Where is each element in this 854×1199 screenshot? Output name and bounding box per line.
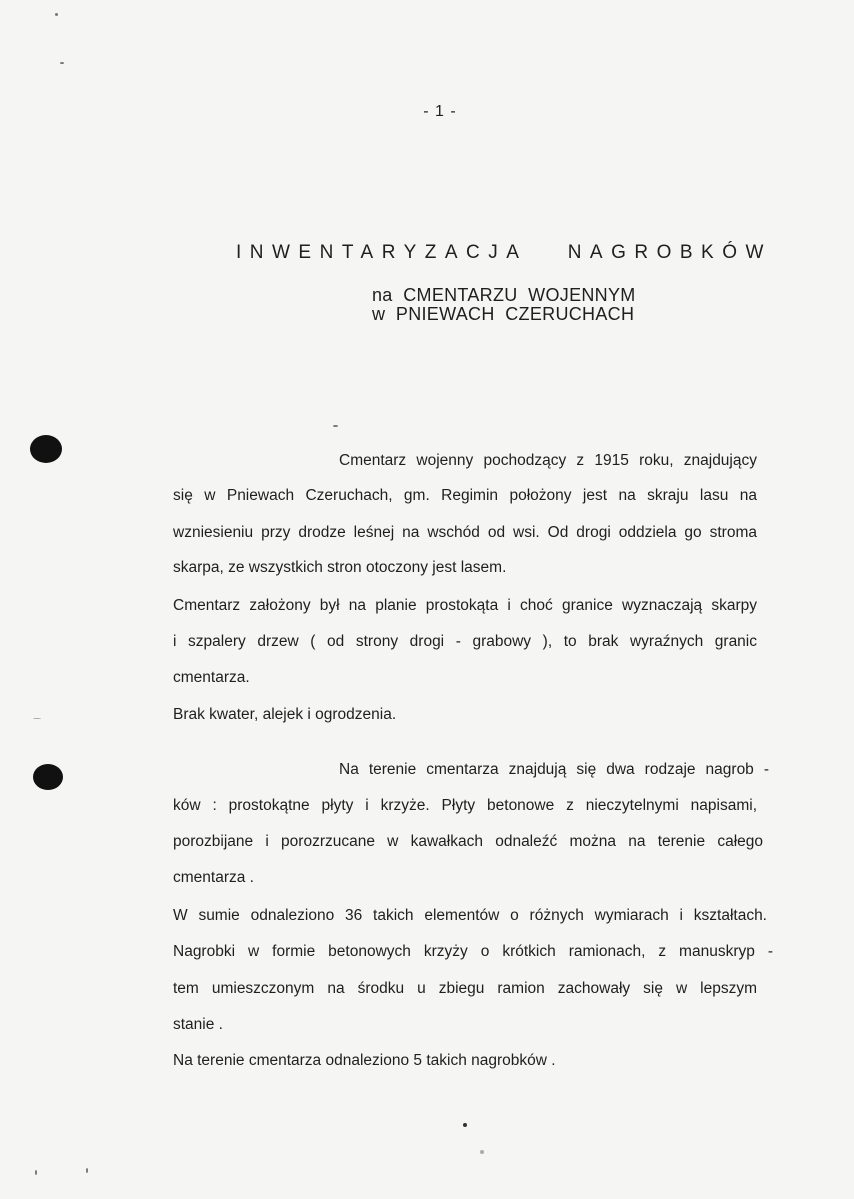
paragraph-1-line: wzniesieniu przy drodze leśnej na wschód od wsi. Od drogi oddziela go stroma [173,524,757,541]
punch-hole-mark [30,435,62,463]
paragraph-1-line: się w Pniewach Czeruchach, gm. Regimin położony jest na skraju lasu na [173,487,757,504]
paragraph-2-line: Nagrobki w formie betonowych krzyży o krótkich ramionach, z manuskryp - [173,943,773,960]
paragraph-2-line: Na terenie cmentarza znajdują się dwa rodzaje nagrob - [339,761,769,778]
paragraph-2-line: Na terenie cmentarza odnaleziono 5 takich nagrobków . [173,1052,556,1069]
paragraph-2-line: cmentarza . [173,869,254,886]
paragraph-1-line: cmentarza. [173,669,250,686]
scan-speck [480,1150,484,1154]
paragraph-1-line: Cmentarz wojenny pochodzący z 1915 roku, znajdujący [339,452,757,469]
paragraph-2-line: tem umieszczonym na środku u zbiegu ramion zachowały się w lepszym [173,980,757,997]
document-title: INWENTARYZACJA NAGROBKÓW [236,242,772,263]
paragraph-2-line: ków : prostokątne płyty i krzyże. Płyty betonowe z nieczytelnymi napisami, [173,797,757,814]
scan-speck [463,1123,467,1127]
scan-speck [333,425,338,427]
scan-speck [60,62,64,64]
document-subtitle-line-1: na CMENTARZU WOJENNYM [372,285,636,305]
paragraph-1-line: i szpalery drzew ( od strony drogi - grabowy ), to brak wyraźnych granic [173,633,757,650]
scan-speck [35,1170,37,1175]
scan-speck [33,718,41,719]
paragraph-1-line: skarpa, ze wszystkich stron otoczony jest lasem. [173,559,507,576]
paragraph-2-line: stanie . [173,1016,223,1033]
page-number: - 1 - [423,103,457,120]
paragraph-2-line: porozbijane i porozrzucane w kawałkach odnaleźć można na terenie całego [173,833,763,850]
paragraph-1-line: Brak kwater, alejek i ogrodzenia. [173,706,397,723]
paragraph-2-line: W sumie odnaleziono 36 takich elementów o różnych wymiarach i kształtach. [173,907,767,924]
paragraph-1-line: Cmentarz założony był na planie prostokąta i choć granice wyznaczają skarpy [173,597,757,614]
punch-hole-mark [33,764,63,790]
scan-speck [55,13,58,16]
scan-speck [86,1168,88,1173]
document-subtitle-line-2: w PNIEWACH CZERUCHACH [372,304,635,324]
